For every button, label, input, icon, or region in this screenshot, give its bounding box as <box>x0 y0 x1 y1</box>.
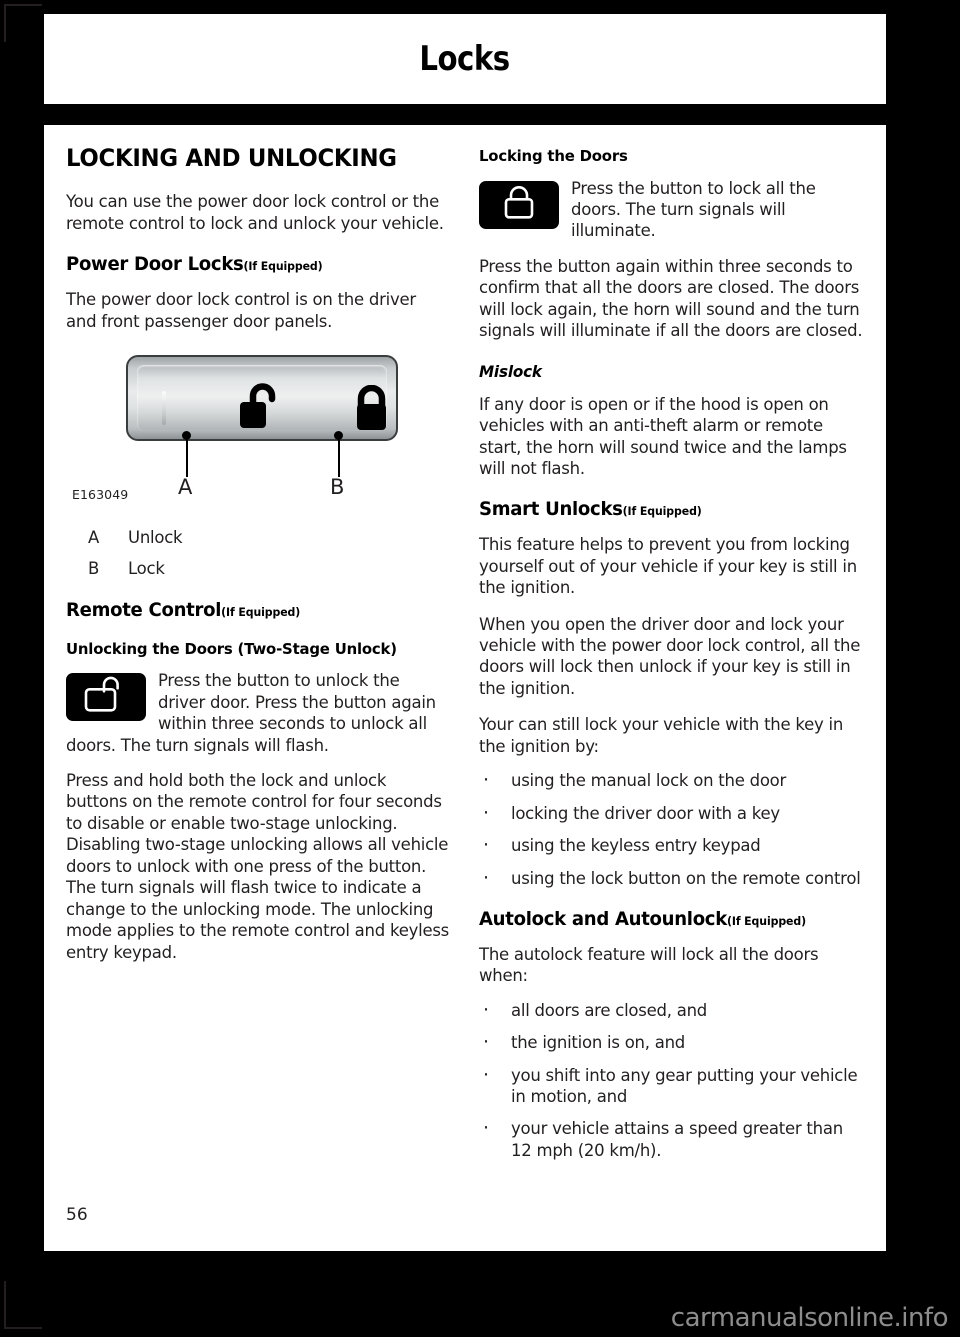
page-content <box>44 125 886 1251</box>
list-item: · all doors are closed, and <box>479 1000 864 1021</box>
right-column <box>479 145 864 1175</box>
subheading-unlocking-the-doors: Unlocking the Doors (Two-Stage Unlock) <box>66 639 397 658</box>
callout-label-a: A <box>178 474 193 499</box>
lock-button-text: Press the button to lock all the doors. The turn signals will illuminate. <box>571 178 816 241</box>
locking-the-doors-paragraph: Press the button again within three seconds to confirm that all the doors are closed. The doors will lock again, the horn will sound and the turn signals will illuminate if all the doors are closed. <box>479 256 863 341</box>
legend-row <box>66 527 451 548</box>
heading-remote-control-qualifier: (If Equipped) <box>221 604 301 619</box>
site-watermark: carmanualsonline.info <box>670 1303 948 1333</box>
door-panel-illustration <box>126 355 398 441</box>
heading-remote-control <box>66 600 432 622</box>
lock-button-description <box>479 178 864 242</box>
heading-autolock-qualifier: (If Equipped) <box>726 913 807 928</box>
autolock-paragraph: The autolock feature will lock all the doors when: <box>479 944 819 986</box>
mislock-paragraph: If any door is open or if the hood is open on vehicles with an anti-theft alarm or remote start, the horn will sound twice and the lamps will not flash. <box>479 394 847 478</box>
heading-smart-unlocks-qualifier: (If Equipped) <box>622 504 702 519</box>
smart-unlocks-paragraph-2: When you open the driver door and lock your vehicle with the power door lock control, all the doors will lock then unlock if your key is still in the ignition. <box>479 614 861 698</box>
legend-row <box>66 558 451 579</box>
subheading-mislock: Mislock <box>479 361 542 381</box>
list-item: · using the lock button on the remote control <box>479 868 864 889</box>
page-header <box>44 14 886 104</box>
heading-autolock-label: Autolock and Autounlock <box>479 907 727 930</box>
list-item: · using the manual lock on the door <box>479 770 864 791</box>
heading-power-door-locks-label: Power Door Locks <box>66 253 244 276</box>
callout-label-b: B <box>330 474 345 499</box>
list-item: · using the keyless entry keypad <box>479 835 864 856</box>
list-item: · locking the driver door with a key <box>479 803 864 824</box>
unlock-button-text: Press the button to unlock the driver door. <box>158 671 400 712</box>
callout-line-a <box>186 437 188 477</box>
two-column-layout <box>66 145 864 1175</box>
legend-value: Unlock <box>128 527 183 547</box>
list-item: · the ignition is on, and <box>479 1032 864 1053</box>
smart-unlocks-bullet-list <box>479 770 864 889</box>
list-item: · your vehicle attains a speed greater than 12 mph (20 km/h). <box>479 1118 864 1161</box>
smart-unlocks-paragraph-3: Your can still lock your vehicle with the key in the ignition by: <box>479 715 844 756</box>
heading-smart-unlocks-label: Smart Unlocks <box>479 498 623 521</box>
heading-remote-control-label: Remote Control <box>66 598 222 621</box>
frame-corner-bottom-left <box>4 1281 42 1329</box>
unlock-button-text-continued: Press the button again within three seconds to unlock all doors. The turn signals will flash. <box>66 692 436 755</box>
frame-corner-top-left <box>4 4 42 42</box>
figure-legend <box>66 527 451 580</box>
heading-power-door-locks-qualifier: (If Equipped) <box>243 259 323 274</box>
padlock-open-outline-icon <box>83 676 129 719</box>
two-stage-unlock-paragraph: Press and hold both the lock and unlock buttons on the remote control for four seconds to disable or enable two-stage unlocking. Disabling two-stage unlocking allows all vehicle doors to unlock with one press of the button. The turn signals will flash twice to indicate a change to the unlocking mode. The unlocking mode applies to the remote control and keyless entry keypad. <box>66 771 450 962</box>
padlock-closed-icon <box>352 385 392 437</box>
smart-unlocks-paragraph-1: This feature helps to prevent you from locking yourself out of your vehicle if your key is still in the ignition. <box>479 535 857 598</box>
legend-key: B <box>88 559 100 579</box>
padlock-open-icon <box>235 383 279 437</box>
door-panel-inner-recess <box>137 365 387 431</box>
heading-power-door-locks <box>66 254 432 276</box>
heading-smart-unlocks <box>479 499 845 521</box>
figure-code: E163049 <box>72 486 129 502</box>
page-title: Locks <box>419 39 511 79</box>
legend-key: A <box>88 527 100 547</box>
legend-value: Lock <box>128 559 165 579</box>
unlock-button-description <box>66 670 451 756</box>
autolock-bullet-list <box>479 1000 864 1162</box>
figure-door-lock-control <box>66 347 451 517</box>
remote-unlock-button-icon <box>66 673 146 721</box>
list-item: · you shift into any gear putting your vehicle in motion, and <box>479 1065 864 1108</box>
remote-lock-button-icon <box>479 181 559 229</box>
padlock-closed-outline-icon <box>499 182 539 227</box>
page-number: 56 <box>66 1205 88 1225</box>
left-column <box>66 145 451 1175</box>
heading-autolock-and-autounlock <box>479 909 845 931</box>
door-panel-slot-left <box>162 391 166 425</box>
power-door-locks-paragraph: The power door lock control is on the driver and front passenger door panels. <box>66 290 416 331</box>
callout-line-b <box>338 437 340 477</box>
section-heading-locking-and-unlocking: LOCKING AND UNLOCKING <box>66 144 397 172</box>
subheading-locking-the-doors: Locking the Doors <box>479 147 628 165</box>
intro-paragraph: You can use the power door lock control or the remote control to lock and unlock your vehicle. <box>66 192 444 233</box>
